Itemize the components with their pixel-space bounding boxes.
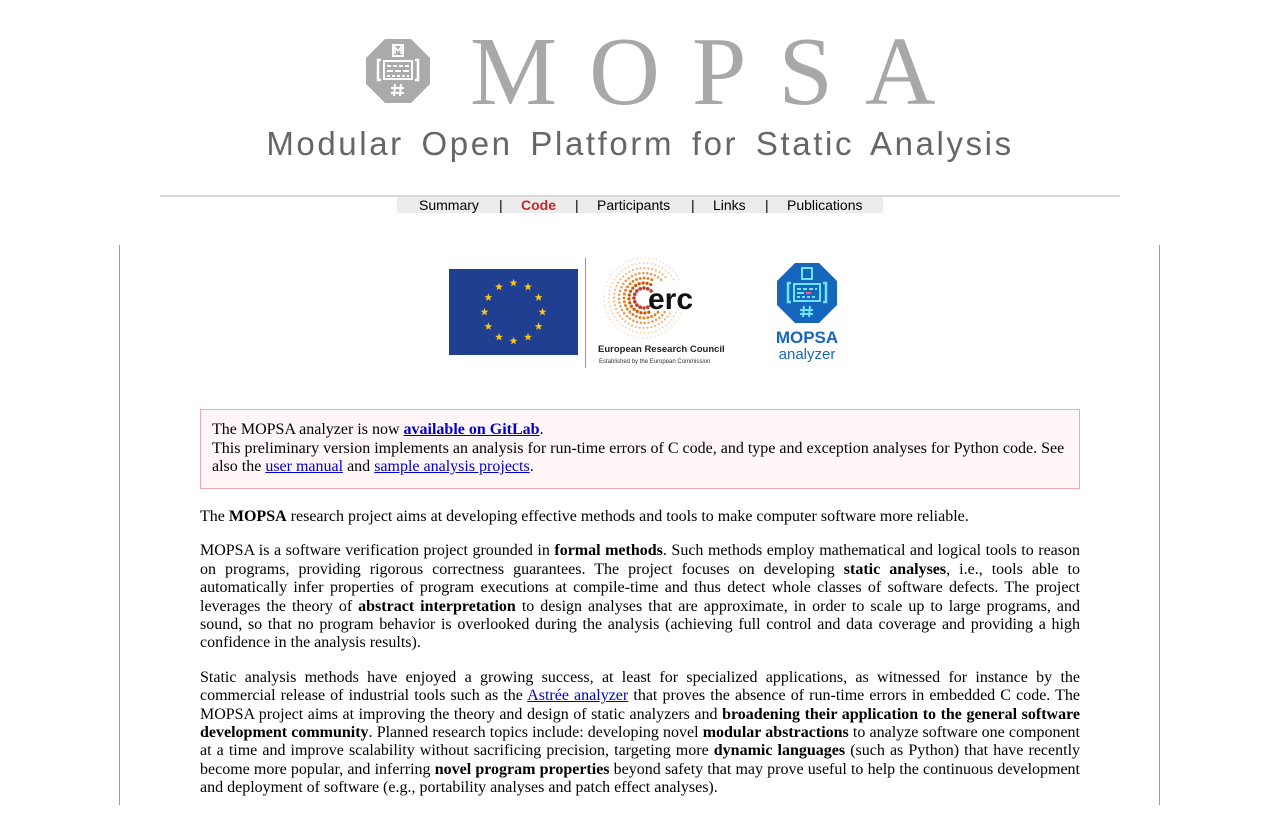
erc-dot-icon [625, 262, 626, 263]
erc-dot-icon [617, 328, 618, 329]
bold-text: modular abstractions [702, 724, 849, 742]
erc-dot-icon [621, 270, 623, 272]
erc-dot-icon [616, 319, 618, 321]
bold-text: static analyses [843, 560, 947, 578]
paragraph-formal-methods [200, 542, 1080, 652]
astree-link[interactable]: Astrée analyzer [527, 687, 629, 705]
erc-dot-icon [616, 268, 617, 269]
erc-dot-icon [642, 306, 646, 310]
main-content [200, 508, 1080, 814]
user-manual-link[interactable]: user manual [265, 458, 344, 475]
erc-dot-icon [622, 325, 624, 327]
erc-dot-icon [647, 332, 649, 334]
erc-dot-icon [635, 336, 636, 337]
erc-dot-icon [623, 300, 626, 303]
erc-dot-icon [625, 280, 628, 283]
nav-separator: | [765, 197, 769, 213]
erc-dot-icon [631, 286, 634, 289]
erc-dot-icon [656, 259, 657, 260]
erc-dot-icon [654, 264, 656, 266]
erc-dot-icon [635, 278, 638, 281]
erc-dot-icon [675, 273, 676, 274]
erc-dot-icon [608, 278, 609, 279]
erc-dot-icon [635, 263, 637, 265]
erc-dot-icon [623, 296, 626, 299]
bold-text: novel program properties [434, 760, 610, 778]
sample-projects-link[interactable]: sample analysis projects [374, 458, 530, 475]
erc-dot-icon [628, 301, 631, 304]
logo-divider [585, 258, 586, 368]
erc-dot-icon [651, 331, 653, 333]
site-title: MOPSA [470, 18, 968, 126]
main-nav [397, 197, 883, 213]
erc-dot-icon [616, 276, 618, 278]
site-subtitle: Modular Open Platform for Static Analysis [266, 125, 1014, 162]
text: . Planned research topics include: developing novel [368, 724, 703, 742]
erc-dot-icon [642, 317, 645, 320]
erc-dot-icon [610, 286, 612, 288]
erc-dot-icon [647, 267, 649, 269]
erc-dot-icon [639, 311, 642, 314]
erc-dot-icon [624, 304, 627, 307]
erc-dot-icon [639, 327, 641, 329]
paragraph-static-analysis [200, 669, 1080, 798]
text: that proves the absence of run-time errors in embedded C code. The MOPSA project aims at improving the theory and design of static analyzers and [200, 687, 1081, 723]
erc-dot-icon [631, 275, 634, 278]
erc-dot-icon [614, 325, 615, 326]
erc-dot-icon [632, 296, 636, 300]
erc-tagline: Established by the European Commission [599, 359, 711, 365]
erc-dot-icon [627, 277, 630, 280]
erc-dot-icon [627, 297, 630, 300]
erc-dot-icon [638, 272, 641, 275]
erc-dot-icon [664, 318, 666, 320]
erc-dot-icon [647, 277, 650, 280]
erc-dot-icon [673, 278, 675, 280]
erc-dot-icon [608, 315, 609, 316]
erc-dot-icon [603, 300, 604, 301]
erc-dot-icon [646, 337, 647, 338]
erc-dot-icon [636, 321, 639, 324]
erc-dot-icon [661, 321, 663, 323]
erc-dot-icon [614, 304, 616, 306]
erc-dot-icon [643, 262, 645, 264]
paragraph-intro [200, 508, 1080, 526]
gitlab-notice [200, 409, 1080, 489]
erc-dot-icon [634, 273, 637, 276]
text: to design analyses that are approximate, in order to scale up to large programs, and sound, so that no program behavior is overlooked during the analysis (achieving full control and data coverage and providing a high confidence in the analysis results). [200, 597, 1081, 652]
notice-line-2 [212, 440, 1068, 477]
erc-name: European Research Council [598, 344, 725, 355]
erc-dot-icon [626, 308, 629, 311]
erc-dot-icon [658, 335, 659, 336]
erc-dot-icon [654, 325, 656, 327]
erc-dot-icon [646, 327, 648, 329]
erc-dot-icon [671, 326, 672, 327]
erc-dot-icon [617, 282, 619, 284]
nav-separator: | [575, 197, 579, 213]
erc-dot-icon [613, 279, 615, 281]
erc-dot-icon [619, 278, 621, 280]
erc-dot-icon [628, 266, 630, 268]
nav-code[interactable]: Code [521, 197, 556, 213]
erc-dot-icon [678, 317, 679, 318]
erc-dot-icon [641, 281, 644, 284]
erc-dot-icon [671, 319, 673, 321]
nav-separator: | [499, 197, 503, 213]
erc-dot-icon [664, 276, 666, 278]
erc-dot-icon [638, 305, 642, 309]
erc-dot-icon [624, 320, 626, 322]
erc-dot-icon [665, 331, 666, 332]
erc-dot-icon [624, 332, 625, 333]
erc-dot-icon [636, 331, 638, 333]
bold-text: broadening their application to the general software development community [200, 705, 1081, 742]
nav-separator: | [691, 197, 695, 213]
erc-dot-icon [670, 275, 672, 277]
erc-dot-icon [658, 271, 660, 273]
erc-dot-icon [617, 312, 619, 314]
erc-dot-icon [643, 327, 645, 329]
erc-dot-icon [610, 274, 611, 275]
erc-dot-icon [622, 283, 625, 286]
erc-dot-icon [608, 301, 610, 303]
erc-dot-icon [629, 282, 632, 285]
erc-dot-icon [632, 269, 634, 271]
erc-dot-icon [662, 273, 664, 275]
erc-dot-icon [654, 336, 655, 337]
erc-dot-icon [650, 278, 653, 281]
erc-dot-icon [604, 289, 605, 290]
analyzer-name: MOPSA [775, 328, 839, 347]
erc-dot-icon [623, 293, 626, 296]
erc-dot-icon [632, 280, 635, 283]
erc-dot-icon [612, 322, 613, 323]
erc-dot-icon [636, 310, 639, 313]
erc-dot-icon [631, 324, 633, 326]
erc-dot-icon [624, 268, 626, 270]
erc-dot-icon [606, 312, 607, 313]
erc-dot-icon [618, 297, 621, 300]
nav-links[interactable]: Links [713, 197, 746, 213]
erc-dot-icon [643, 311, 646, 314]
erc-dot-icon [658, 265, 660, 267]
erc-dot-icon [627, 334, 628, 335]
erc-dot-icon [635, 315, 638, 318]
mopsa-analyzer-icon[interactable] [776, 262, 838, 324]
text: (such as Python) that have recently become more popular, and inferring [200, 742, 1081, 778]
erc-dot-icon [661, 333, 662, 334]
erc-dot-icon [624, 289, 627, 292]
erc-dot-icon [609, 305, 611, 307]
erc-dot-icon [605, 308, 606, 309]
notice-text: This preliminary version implements an analysis for run-time errors of C code, and type and exception analyses for Python code. See also the [212, 439, 1065, 475]
erc-wordmark: erc [648, 283, 694, 316]
erc-dot-icon [635, 303, 639, 307]
notice-text: and [343, 458, 375, 475]
erc-dot-icon [628, 323, 630, 325]
erc-dot-icon [653, 274, 656, 277]
erc-dot-icon [613, 297, 615, 299]
erc-dot-icon [619, 266, 620, 267]
erc-dot-icon [660, 279, 663, 282]
erc-dot-icon [618, 294, 621, 297]
erc-dot-icon [643, 332, 645, 334]
erc-dot-icon [603, 296, 604, 297]
erc-dot-icon [642, 337, 643, 338]
erc-dot-icon [608, 297, 610, 299]
erc-dot-icon [661, 267, 663, 269]
bold-text: MOPSA [228, 508, 287, 525]
nav-summary[interactable]: Summary [419, 197, 479, 213]
text: MOPSA is a software verification project grounded in [200, 542, 555, 560]
erc-dot-icon [631, 313, 634, 316]
erc-dot-icon [672, 270, 673, 271]
erc-dot-icon [632, 330, 634, 332]
erc-dot-icon [632, 319, 635, 322]
erc-dot-icon [618, 301, 621, 304]
erc-dot-icon [666, 264, 667, 265]
erc-dot-icon [642, 272, 645, 275]
erc-dot-icon [668, 322, 670, 324]
erc-dot-icon [635, 289, 639, 293]
erc-dot-icon [629, 317, 632, 320]
erc-dot-icon [626, 315, 629, 318]
erc-dot-icon [629, 260, 630, 261]
erc-dot-icon [615, 285, 617, 287]
erc-dot-icon [643, 267, 645, 269]
erc-dot-icon [630, 305, 633, 308]
erc-dot-icon [676, 320, 677, 321]
erc-dot-icon [668, 329, 669, 330]
erc-dot-icon [643, 277, 646, 280]
erc-dot-icon [647, 321, 650, 324]
erc-dot-icon [631, 264, 633, 266]
mopsa-logo-icon [365, 38, 431, 104]
erc-dot-icon [629, 290, 632, 293]
erc-dot-icon [613, 293, 615, 295]
notice-line-1 [212, 421, 1068, 440]
erc-dot-icon [635, 326, 637, 328]
erc-dot-icon [622, 264, 623, 265]
erc-dot-icon [619, 315, 621, 317]
text: Static analysis methods have enjoyed a growing success, at least for specialized applications, as witnessed for instance by the commercial release of industrial tools such as the [200, 668, 1080, 705]
erc-dot-icon [610, 309, 612, 311]
erc-dot-icon [613, 271, 614, 272]
erc-dot-icon [643, 322, 646, 325]
erc-dot-icon [642, 286, 646, 290]
erc-dot-icon [633, 300, 637, 304]
text: to analyze software one component at a time and improve scalability without sacrificing precision, targeting more [200, 724, 1081, 760]
bold-text: dynamic languages [713, 742, 846, 760]
erc-dot-icon [665, 324, 667, 326]
gitlab-link[interactable]: available on GitLab [403, 421, 540, 438]
erc-dot-icon [620, 330, 621, 331]
erc-dot-icon [650, 337, 651, 338]
erc-dot-icon [659, 329, 661, 331]
erc-dot-icon [638, 287, 642, 291]
erc-dot-icon [657, 276, 660, 279]
erc-dot-icon [652, 258, 653, 259]
erc-dot-icon [618, 273, 620, 275]
bold-text: formal methods [554, 542, 663, 560]
analyzer-subtitle: analyzer [778, 346, 836, 363]
erc-dot-icon [640, 332, 642, 334]
erc-dot-icon [626, 285, 629, 288]
erc-dot-icon [639, 267, 641, 269]
erc-dot-icon [658, 323, 660, 325]
notice-text: The MOPSA analyzer is now [212, 421, 404, 438]
erc-dot-icon [648, 258, 649, 259]
erc-dot-icon [605, 285, 606, 286]
site-header [0, 0, 1280, 245]
erc-dot-icon [604, 304, 605, 305]
erc-dot-icon [619, 290, 622, 293]
erc-dot-icon [615, 308, 617, 310]
erc-dot-icon [611, 282, 613, 284]
text: . Such methods employ mathematical and logical tools to reason on programs, providing rigorous correctness guarantees. The project focuses on developing [200, 542, 1080, 578]
erc-dot-icon [651, 268, 653, 270]
erc-dot-icon [614, 316, 616, 318]
erc-dot-icon [655, 319, 658, 322]
erc-dot-icon [646, 316, 649, 319]
notice-text: . [539, 421, 544, 438]
erc-dot-icon [650, 326, 652, 328]
nav-participants[interactable]: Participants [597, 197, 671, 213]
text: research project aims at developing effective methods and tools to make computer software more reliable. [286, 508, 969, 525]
erc-dot-icon [631, 335, 632, 336]
erc-dot-icon [633, 292, 637, 296]
erc-dot-icon [610, 319, 611, 320]
erc-dot-icon [634, 284, 637, 287]
bold-text: abstract interpretation [358, 597, 516, 615]
erc-dot-icon [628, 293, 631, 296]
erc-dot-icon [604, 292, 605, 293]
erc-dot-icon [640, 322, 643, 325]
erc-dot-icon [646, 272, 649, 275]
erc-dot-icon [632, 308, 635, 311]
erc-dot-icon [655, 330, 657, 332]
erc-dot-icon [679, 279, 680, 280]
erc-dot-icon [638, 337, 639, 338]
erc-dot-icon [669, 267, 670, 268]
erc-dot-icon [625, 273, 627, 275]
notice-text: . [529, 458, 534, 475]
text: beyond safety that may prove useful to help the continuous development and deployment of software (e.g., portability analyses and patch effect analyses). [200, 760, 1081, 797]
erc-dot-icon [677, 276, 678, 277]
erc-dot-icon [628, 329, 630, 331]
erc-dot-icon [638, 282, 641, 285]
erc-dot-icon [639, 277, 642, 280]
erc-dot-icon [651, 263, 653, 265]
erc-dot-icon [621, 309, 624, 312]
erc-dot-icon [625, 327, 627, 329]
erc-dot-icon [609, 290, 611, 292]
erc-dot-icon [628, 311, 631, 314]
erc-dot-icon [622, 275, 624, 277]
erc-dot-icon [613, 300, 615, 302]
erc-dot-icon [619, 305, 622, 308]
text: , i.e., tools able to automatically infer properties of program executions at compile-time and thus detect whole classes of software defects. The project leverages the theory of [200, 560, 1080, 615]
erc-dot-icon [621, 318, 623, 320]
erc-dot-icon [659, 261, 660, 262]
erc-dot-icon [619, 322, 621, 324]
erc-dot-icon [632, 259, 633, 260]
erc-dot-icon [608, 294, 610, 296]
erc-dot-icon [655, 269, 657, 271]
erc-dot-icon [639, 316, 642, 319]
erc-dot-icon [668, 272, 670, 274]
erc-dot-icon [658, 317, 661, 320]
erc-dot-icon [650, 273, 653, 276]
eu-flag-icon [449, 269, 578, 355]
erc-dot-icon [636, 258, 637, 259]
erc-dot-icon [640, 257, 641, 258]
erc-dot-icon [647, 262, 649, 264]
erc-dot-icon [614, 289, 616, 291]
erc-dot-icon [623, 312, 626, 315]
text: The [200, 508, 229, 525]
nav-publications[interactable]: Publications [787, 197, 863, 213]
erc-dot-icon [636, 268, 638, 270]
erc-dot-icon [607, 281, 608, 282]
erc-dot-icon [665, 270, 667, 272]
erc-dot-icon [612, 313, 614, 315]
erc-dot-icon [651, 320, 654, 323]
erc-dot-icon [663, 262, 664, 263]
erc-dot-icon [628, 271, 630, 273]
erc-dot-icon [662, 327, 664, 329]
erc-dot-icon [644, 257, 645, 258]
erc-dot-icon [620, 286, 623, 289]
erc-dot-icon [639, 262, 641, 264]
erc-dot-icon [674, 323, 675, 324]
